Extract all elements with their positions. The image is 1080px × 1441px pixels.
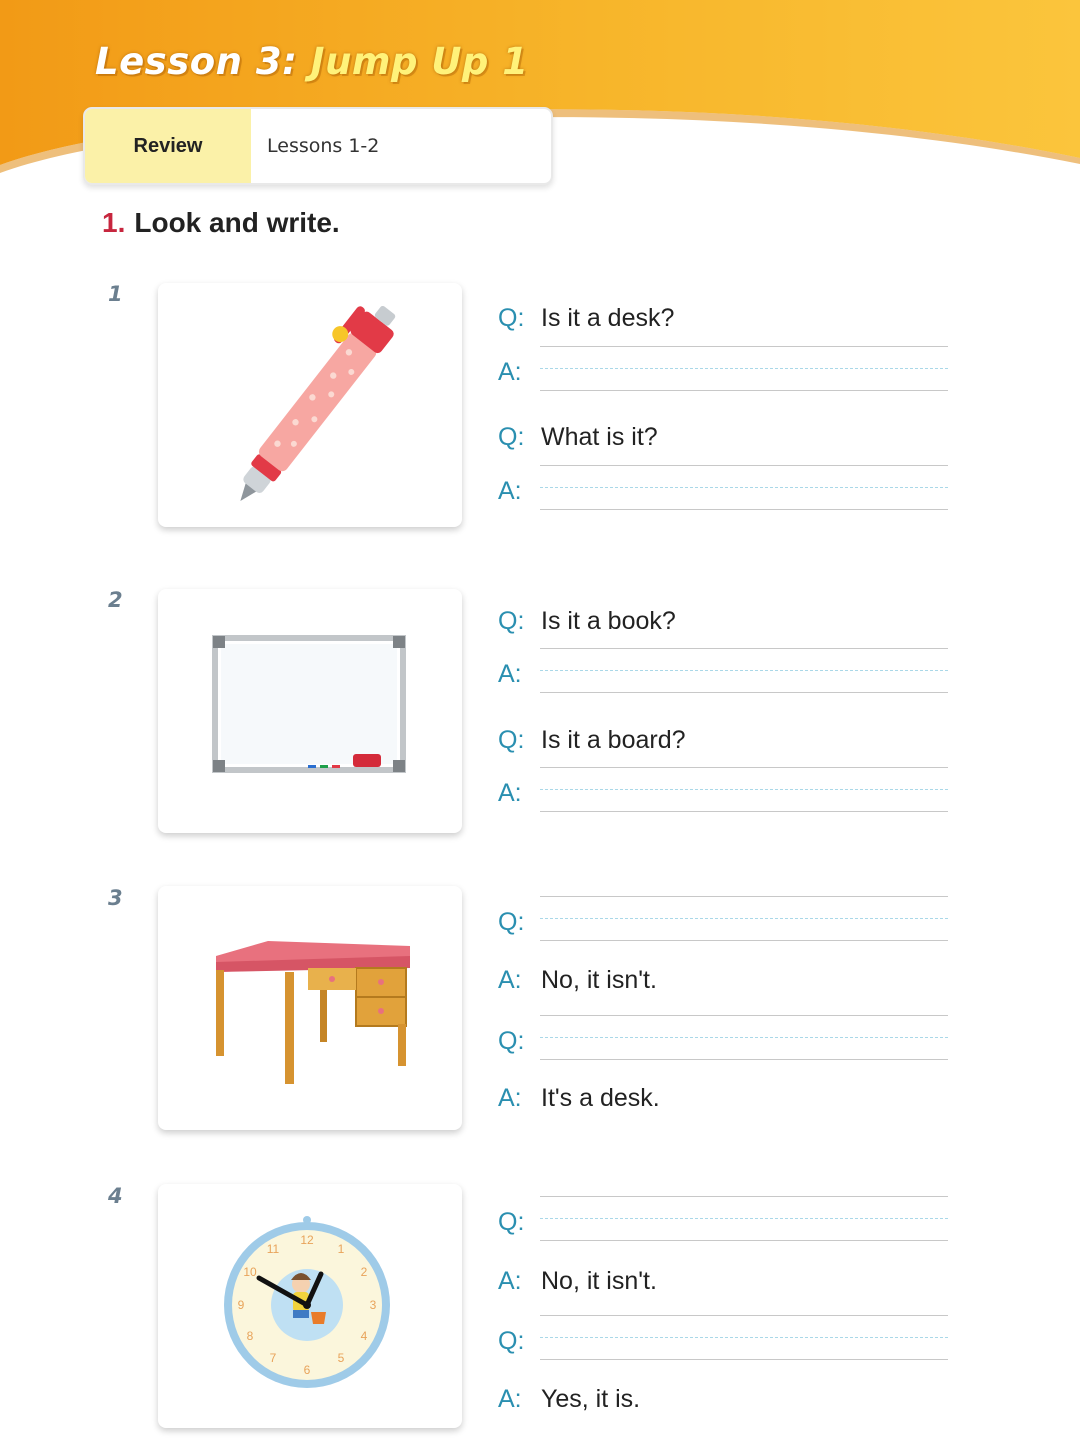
clock-number: 6 xyxy=(303,1363,311,1377)
clock-number: 7 xyxy=(269,1351,277,1365)
clock-number: 8 xyxy=(246,1329,254,1343)
qa-line xyxy=(498,1315,948,1361)
item-number: 2 xyxy=(108,588,123,612)
question-text: Is it a desk? xyxy=(541,304,675,332)
question-label: Q: xyxy=(498,1327,525,1355)
answer-label: A: xyxy=(498,779,522,807)
picture-card-pen xyxy=(158,283,462,527)
item-number: 4 xyxy=(108,1184,123,1208)
qa-line xyxy=(498,954,948,1000)
lesson-title xyxy=(95,40,528,83)
answer-text: No, it isn't. xyxy=(541,1267,657,1295)
clock-picture xyxy=(158,1184,462,1428)
item-number: 3 xyxy=(108,886,123,910)
qa-line xyxy=(498,714,948,760)
qa-line xyxy=(498,1373,948,1419)
qa-line xyxy=(498,767,948,813)
exercise-instruction xyxy=(102,207,340,239)
clock-number: 10 xyxy=(243,1265,257,1279)
answer-writing-line[interactable] xyxy=(540,767,948,813)
clock-number: 5 xyxy=(337,1351,345,1365)
question-writing-line[interactable] xyxy=(540,1315,948,1361)
review-label: Review xyxy=(85,109,251,183)
clock-number: 2 xyxy=(360,1265,368,1279)
question-label: Q: xyxy=(498,726,525,754)
exercise-text: Look and write. xyxy=(134,207,340,238)
question-label: Q: xyxy=(498,908,525,936)
picture-card-desk xyxy=(158,886,462,1130)
clock-number: 9 xyxy=(237,1298,245,1312)
clock-number: 1 xyxy=(337,1242,345,1256)
question-label: Q: xyxy=(498,1027,525,1055)
qa-line xyxy=(498,648,948,694)
lesson-number: Lesson 3: xyxy=(95,40,298,83)
qa-line xyxy=(498,292,948,338)
answer-label: A: xyxy=(498,1084,522,1112)
question-text: What is it? xyxy=(541,423,658,451)
qa-line xyxy=(498,1255,948,1301)
answer-label: A: xyxy=(498,1385,522,1413)
answer-label: A: xyxy=(498,1267,522,1295)
picture-card-clock xyxy=(158,1184,462,1428)
question-label: Q: xyxy=(498,607,525,635)
review-lessons: Lessons 1-2 xyxy=(267,135,380,157)
whiteboard-picture xyxy=(158,589,462,833)
item-number: 1 xyxy=(108,282,123,306)
question-label: Q: xyxy=(498,423,525,451)
question-writing-line[interactable] xyxy=(540,1196,948,1242)
picture-card-whiteboard xyxy=(158,589,462,833)
question-writing-line[interactable] xyxy=(540,1015,948,1061)
question-writing-line[interactable] xyxy=(540,896,948,942)
qa-line xyxy=(498,346,948,392)
desk-picture xyxy=(158,886,462,1130)
answer-label: A: xyxy=(498,966,522,994)
lesson-name: Jump Up 1 xyxy=(310,40,529,83)
clock-number: 4 xyxy=(360,1329,368,1343)
answer-writing-line[interactable] xyxy=(540,465,948,511)
qa-line xyxy=(498,1072,948,1118)
question-text: Is it a book? xyxy=(541,607,676,635)
answer-label: A: xyxy=(498,660,522,688)
answer-label: A: xyxy=(498,358,522,386)
answer-text: It's a desk. xyxy=(541,1084,660,1112)
qa-line xyxy=(498,595,948,641)
clock-number: 3 xyxy=(369,1298,377,1312)
answer-text: Yes, it is. xyxy=(541,1385,641,1413)
qa-line xyxy=(498,896,948,942)
question-label: Q: xyxy=(498,304,525,332)
question-text: Is it a board? xyxy=(541,726,686,754)
clock-number: 12 xyxy=(300,1233,314,1247)
qa-line xyxy=(498,1196,948,1242)
qa-line xyxy=(498,1015,948,1061)
qa-line xyxy=(498,411,948,457)
answer-label: A: xyxy=(498,477,522,505)
answer-writing-line[interactable] xyxy=(540,648,948,694)
pen-picture xyxy=(158,283,462,527)
answer-writing-line[interactable] xyxy=(540,346,948,392)
question-label: Q: xyxy=(498,1208,525,1236)
exercise-number: 1. xyxy=(102,207,126,238)
qa-line xyxy=(498,465,948,511)
clock-number: 11 xyxy=(266,1242,280,1256)
answer-text: No, it isn't. xyxy=(541,966,657,994)
review-bar xyxy=(83,107,553,185)
